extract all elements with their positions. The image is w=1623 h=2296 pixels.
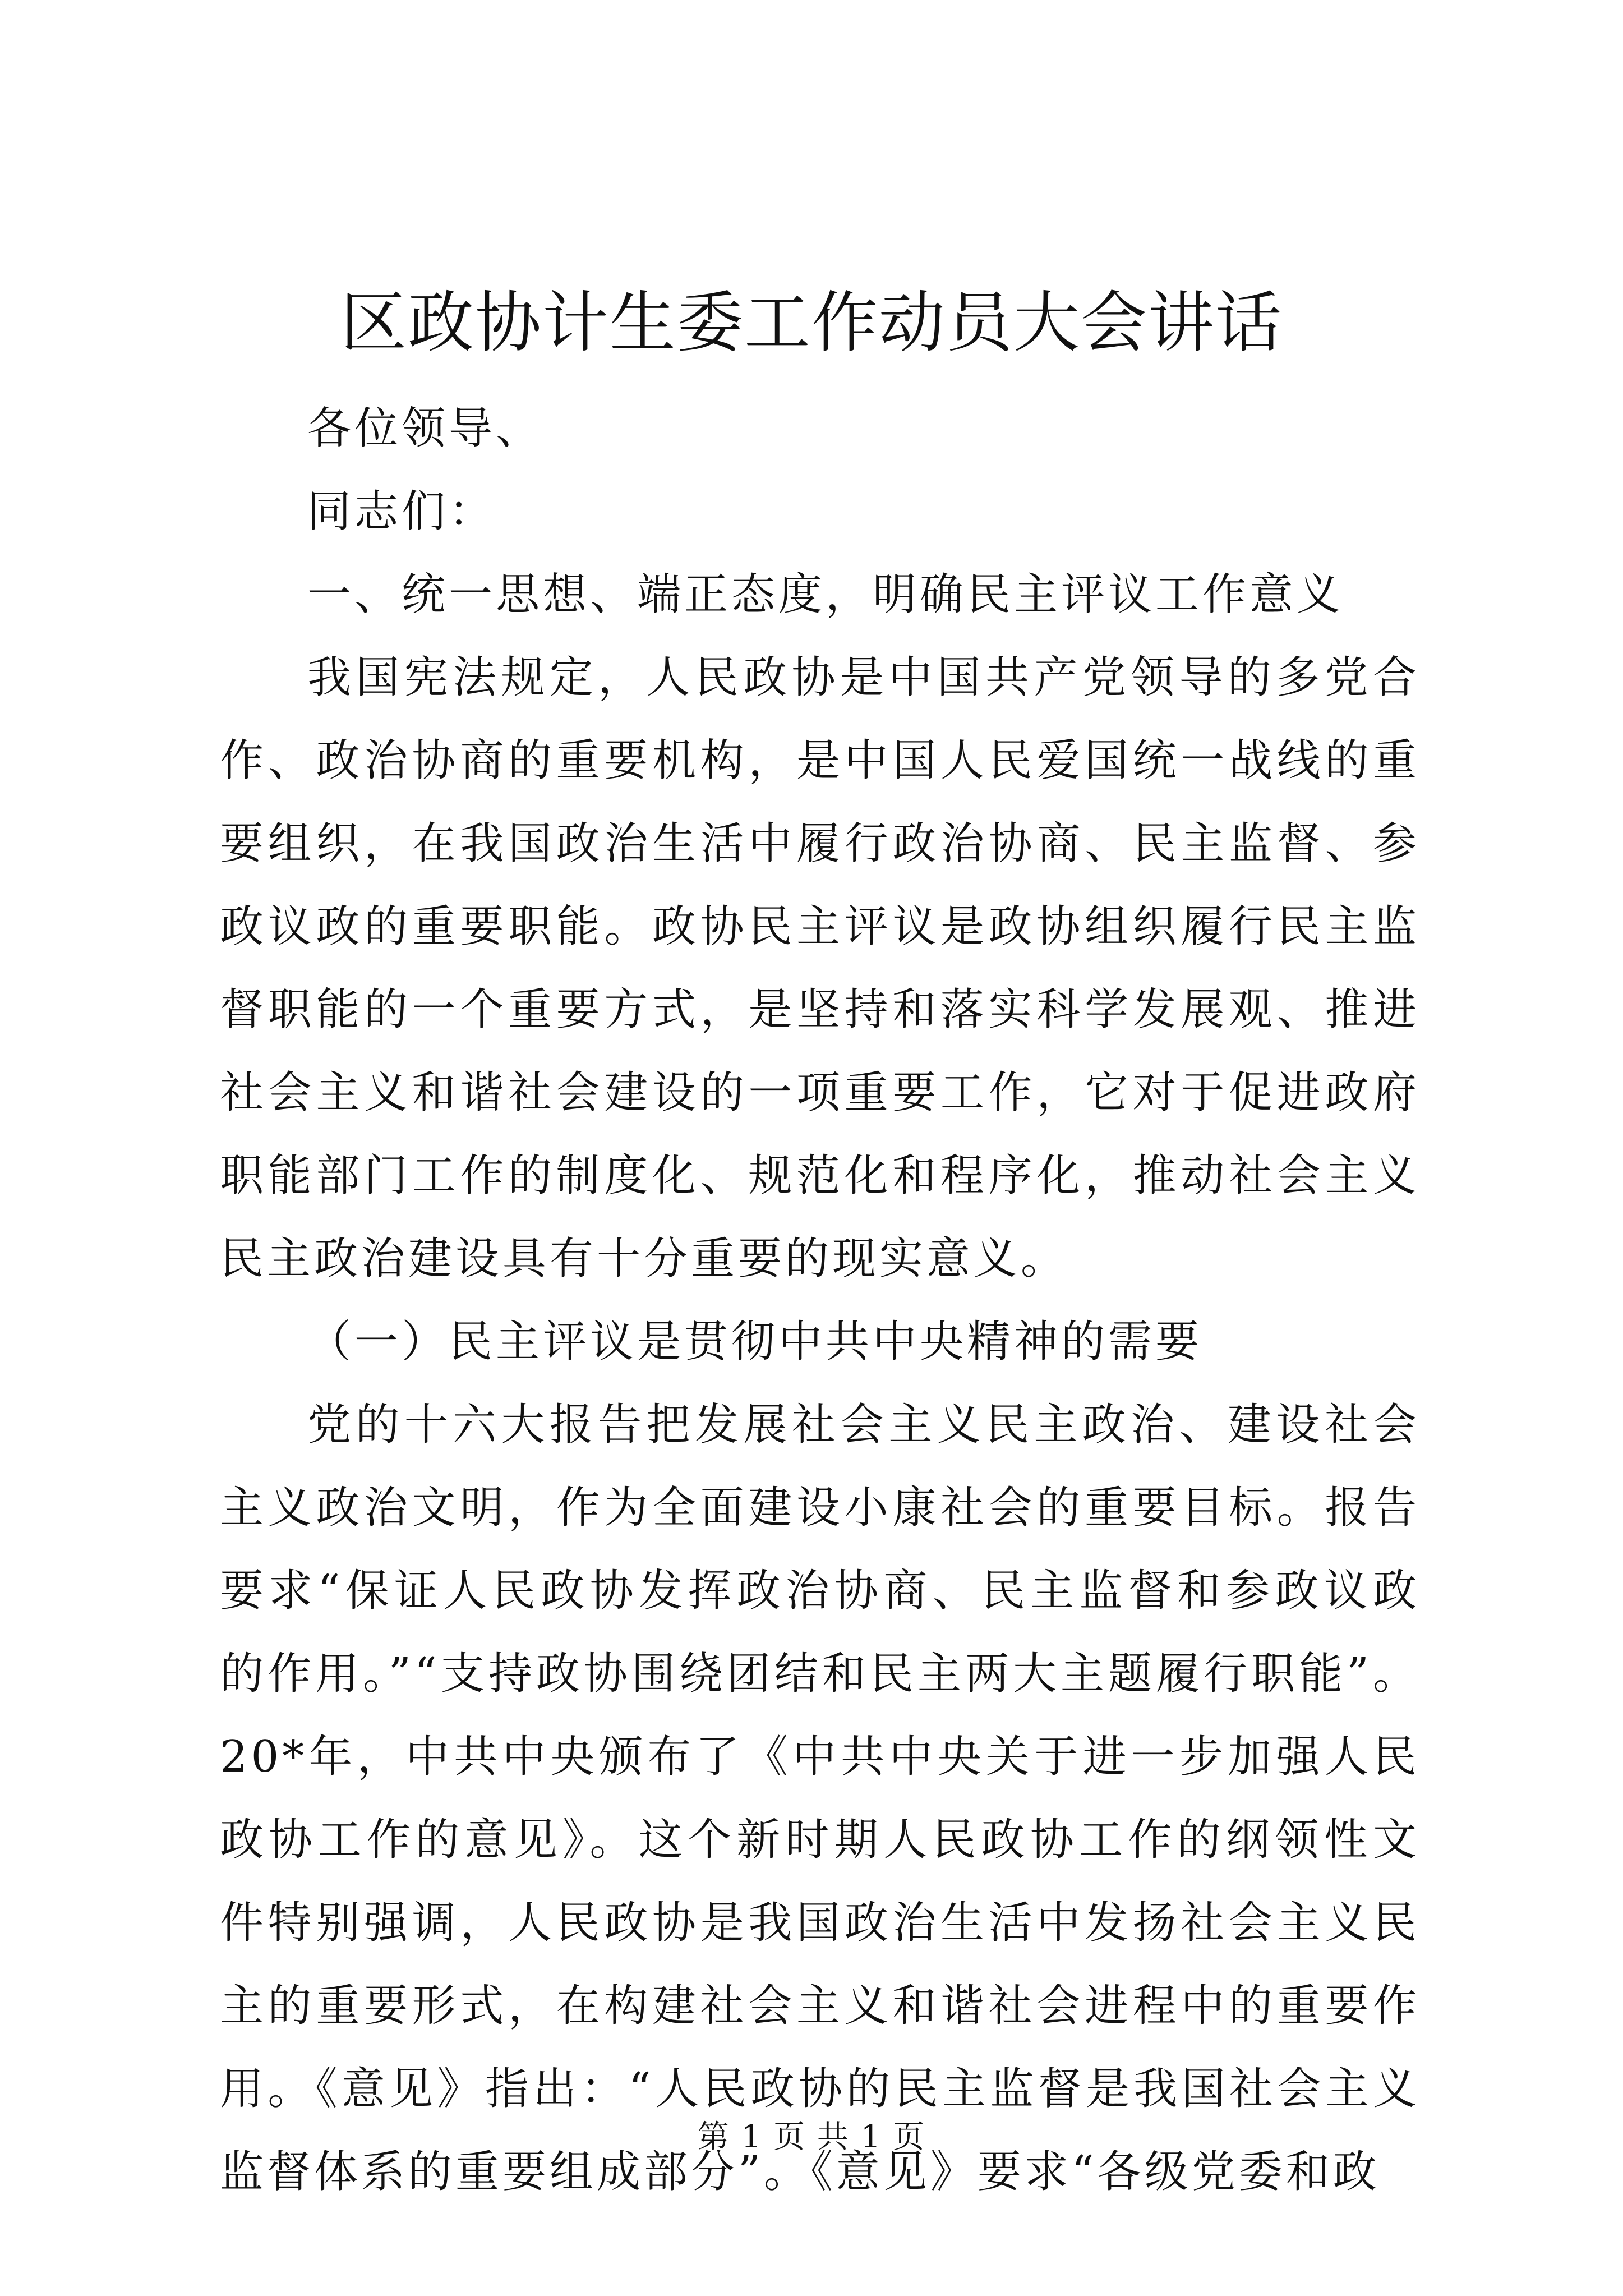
section-heading-1: 一、统一思想、端正态度，明确民主评议工作意义 bbox=[307, 569, 1344, 620]
salutation-comrades: 同志们： bbox=[307, 486, 496, 537]
salutation-leaders: 各位领导、 bbox=[307, 403, 543, 454]
body-paragraph-2: 党的十六大报告把发展社会主义民主政治、建设社会主义政治文明，作为全面建设小康社会的重要目标。报告要求“保证人民政协发挥政治协商、民主监督和参政议政的作用。”“支持政协围绕团结和民主两大主题履行职能”。20*年，中共中央颁布了《中共中央关于进一步加强人民政协工作的意见》。这个新时期人民政协工作的纲领性文件特别强调，人民政协是我国政治生活中发扬社会主义民主的重要形式，在构建社会主义和谐社会进程中的重要作用。《意见》指出：“人民政协的民主监督是我国社会主义监督体系的重要组成部分”。《意见》要求“各级党委和政 bbox=[220, 1400, 1420, 2197]
subsection-heading-1: （一）民主评议是贯彻中共中央精神的需要 bbox=[307, 1317, 1203, 1367]
body-paragraph-1: 我国宪法规定，人民政协是中国共产党领导的多党合作、政治协商的重要机构，是中国人民爱国统一战线的重要组织，在我国政治生活中履行政治协商、民主监督、参政议政的重要职能。政协民主评议是政协组织履行民主监督职能的一个重要方式，是坚持和落实科学发展观、推进社会主义和谐社会建设的一项重要工作，它对于促进政府职能部门工作的制度化、规范化和程序化，推动社会主义民主政治建设具有十分重要的现实意义。 bbox=[220, 652, 1420, 1284]
document-body bbox=[220, 387, 1420, 2214]
document-title: 区政协计生委工作动员大会讲话 bbox=[340, 284, 1283, 361]
page-number-footer: 第 1 页 共 1 页 bbox=[697, 2119, 926, 2155]
